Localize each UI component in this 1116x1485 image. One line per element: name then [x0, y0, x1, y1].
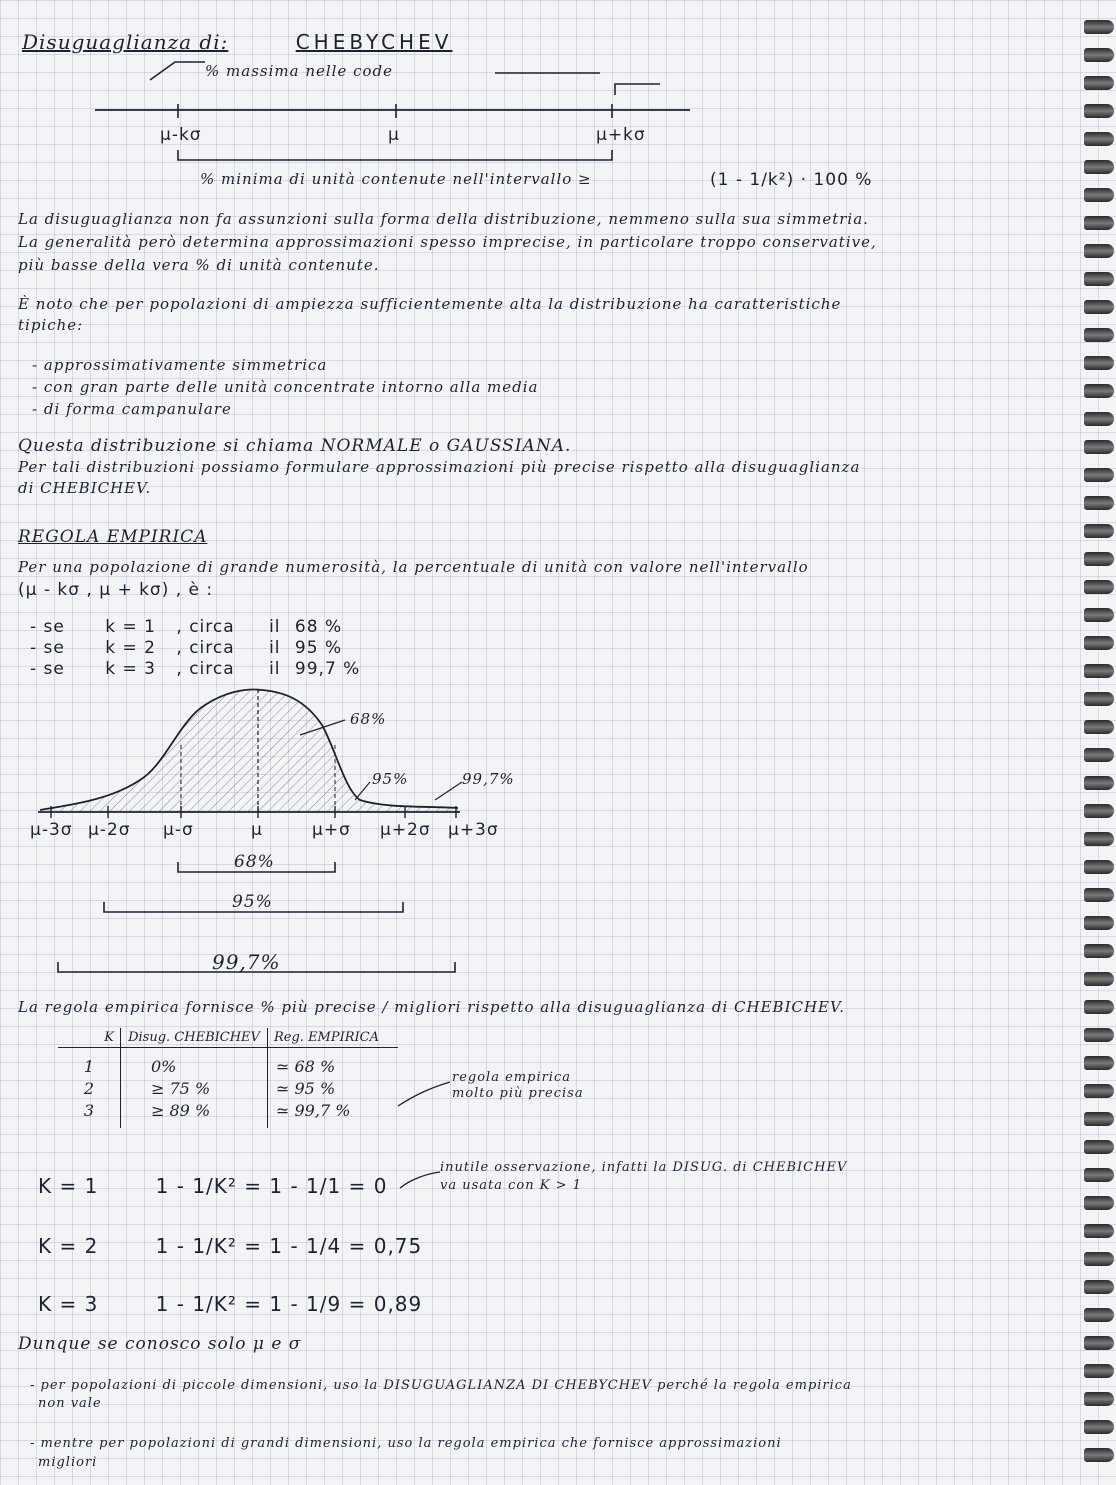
tick-label-plus3: μ+3σ	[448, 820, 499, 840]
calc-row-k3	[38, 1292, 422, 1316]
table-cell-k: 3	[83, 1100, 95, 1120]
bell-label-68: 68%	[350, 710, 387, 728]
rule-circa: , circa	[176, 617, 235, 637]
axis-left-label: μ-kσ	[160, 125, 202, 145]
calc-expression: 1 - 1/K² = 1 - 1/4 = 0,75	[155, 1234, 423, 1258]
conclusion-bullet-2-line-2: migliori	[38, 1455, 98, 1470]
paragraph-3-line-1: Questa distribuzione si chiama NORMALE o GAUSSIANA.	[18, 436, 572, 456]
axis-center-label: μ	[388, 125, 400, 145]
bell-label-95: 95%	[372, 770, 409, 788]
conclusion-bullet-1-line-2: non vale	[38, 1396, 102, 1411]
conclusion-bullet-1-line-1: - per popolazioni di piccole dimensioni, uso la DISUGUAGLIANZA DI CHEBYCHEV perché la regola empirica	[30, 1378, 852, 1393]
table-header-k: K	[58, 1028, 121, 1048]
bracket-label-95: 95%	[232, 892, 273, 912]
paragraph-1-line-3: più basse della vera % di unità contenute.	[18, 256, 380, 274]
rule-pct: 68 %	[294, 617, 343, 637]
tick-label-minus3: μ-3σ	[30, 820, 73, 840]
conclusion-line: Dunque se conosco solo μ e σ	[18, 1334, 302, 1354]
rule-prefix: - se	[30, 638, 65, 658]
calc-expression: 1 - 1/K² = 1 - 1/9 = 0,89	[155, 1292, 423, 1316]
tick-label-plus2: μ+2σ	[380, 820, 431, 840]
tails-label: % massima nelle code	[205, 62, 394, 80]
calc-k: K = 1	[38, 1174, 99, 1198]
bracket-label-68: 68%	[234, 852, 275, 872]
conclusion-bullet-2-line-1: - mentre per popolazioni di grandi dimensioni, uso la regola empirica che fornisce approssimazioni	[30, 1436, 782, 1451]
calc-k: K = 2	[38, 1234, 99, 1258]
calc-note-line-1: inutile osservazione, infatti la DISUG. di CHEBICHEV	[440, 1160, 848, 1175]
comparison-sentence: La regola empirica fornisce % più precise / migliori rispetto alla disuguaglianza di CHEBICHEV.	[18, 998, 845, 1016]
table-header-empirica: Reg. EMPIRICA	[268, 1028, 399, 1048]
calc-expression: 1 - 1/K² = 1 - 1/1 = 0	[155, 1174, 388, 1198]
empirical-line-2: (μ - kσ , μ + kσ) , è :	[18, 580, 214, 600]
table-header-chebichev: Disug. CHEBICHEV	[121, 1028, 268, 1048]
table-cell-k: 1	[83, 1056, 95, 1076]
rule-il: il	[269, 659, 281, 679]
bell-label-997: 99,7%	[462, 770, 515, 788]
bullet-symmetric: - approssimativamente simmetrica	[32, 356, 328, 374]
table-cell-chebichev: ≥ 75 %	[121, 1078, 268, 1100]
table-cell-chebichev: 0%	[121, 1056, 268, 1078]
rule-k: k = 2	[105, 638, 156, 658]
table-cell-empirica: ≃ 68 %	[268, 1056, 399, 1078]
empirical-rule-heading: REGOLA EMPIRICA	[18, 527, 208, 547]
rule-pct: 99,7 %	[294, 659, 361, 679]
paragraph-3-line-2: Per tali distribuzioni possiamo formulare approssimazioni più precise rispetto alla disuguaglianza	[18, 458, 861, 476]
paragraph-1-line-1: La disuguaglianza non fa assunzioni sulla forma della distribuzione, nemmeno sulla sua simmetria.	[18, 210, 869, 228]
empirical-line-1: Per una popolazione di grande numerosità, la percentuale di unità con valore nell'intervallo	[18, 558, 809, 576]
rule-il: il	[269, 638, 281, 658]
bracket-label-997: 99,7%	[212, 950, 281, 974]
calc-note-line-2: va usata con K > 1	[440, 1178, 582, 1193]
title-right: CHEBYCHEV	[295, 30, 453, 54]
tick-label-plus1: μ+σ	[312, 820, 351, 840]
paragraph-2-line-2: tipiche:	[18, 316, 84, 334]
table-cell-empirica: ≃ 95 %	[268, 1078, 399, 1100]
rule-circa: , circa	[176, 638, 235, 658]
tick-label-mean: μ	[251, 820, 263, 840]
interval-formula: (1 - 1/k²) · 100 %	[710, 170, 873, 190]
rule-k: k = 1	[105, 617, 156, 637]
rule-il: il	[269, 617, 281, 637]
title-left: Disuguaglianza di:	[22, 30, 229, 54]
calc-k: K = 3	[38, 1292, 99, 1316]
rule-prefix: - se	[30, 659, 65, 679]
table-cell-chebichev: ≥ 89 %	[121, 1100, 268, 1122]
rule-pct: 95 %	[294, 638, 343, 658]
interval-label: % minima di unità contenute nell'intervallo ≥	[200, 170, 592, 188]
rule-prefix: - se	[30, 617, 65, 637]
bullet-concentrated: - con gran parte delle unità concentrate intorno alla media	[32, 378, 539, 396]
calc-row-k2	[38, 1234, 422, 1258]
rule-k: k = 3	[105, 659, 156, 679]
table-cell-k: 2	[83, 1078, 95, 1098]
paragraph-1-line-2: La generalità però determina approssimazioni spesso imprecise, in particolare troppo conservative,	[18, 233, 877, 251]
rule-circa: , circa	[176, 659, 235, 679]
tick-label-minus2: μ-2σ	[88, 820, 131, 840]
table-cell-empirica: ≃ 99,7 %	[268, 1100, 399, 1122]
axis-right-label: μ+kσ	[596, 125, 646, 145]
calc-row-k1	[38, 1174, 387, 1198]
tick-label-minus1: μ-σ	[163, 820, 194, 840]
paragraph-3-line-3: di CHEBICHEV.	[18, 479, 152, 497]
table-note-line-2: molto più precisa	[452, 1086, 584, 1101]
paragraph-2-line-1: È noto che per popolazioni di ampiezza sufficientemente alta la distribuzione ha caratteristiche	[18, 295, 842, 313]
table-note-line-1: regola empirica	[452, 1070, 571, 1085]
bullet-bell-shape: - di forma campanulare	[32, 400, 232, 418]
